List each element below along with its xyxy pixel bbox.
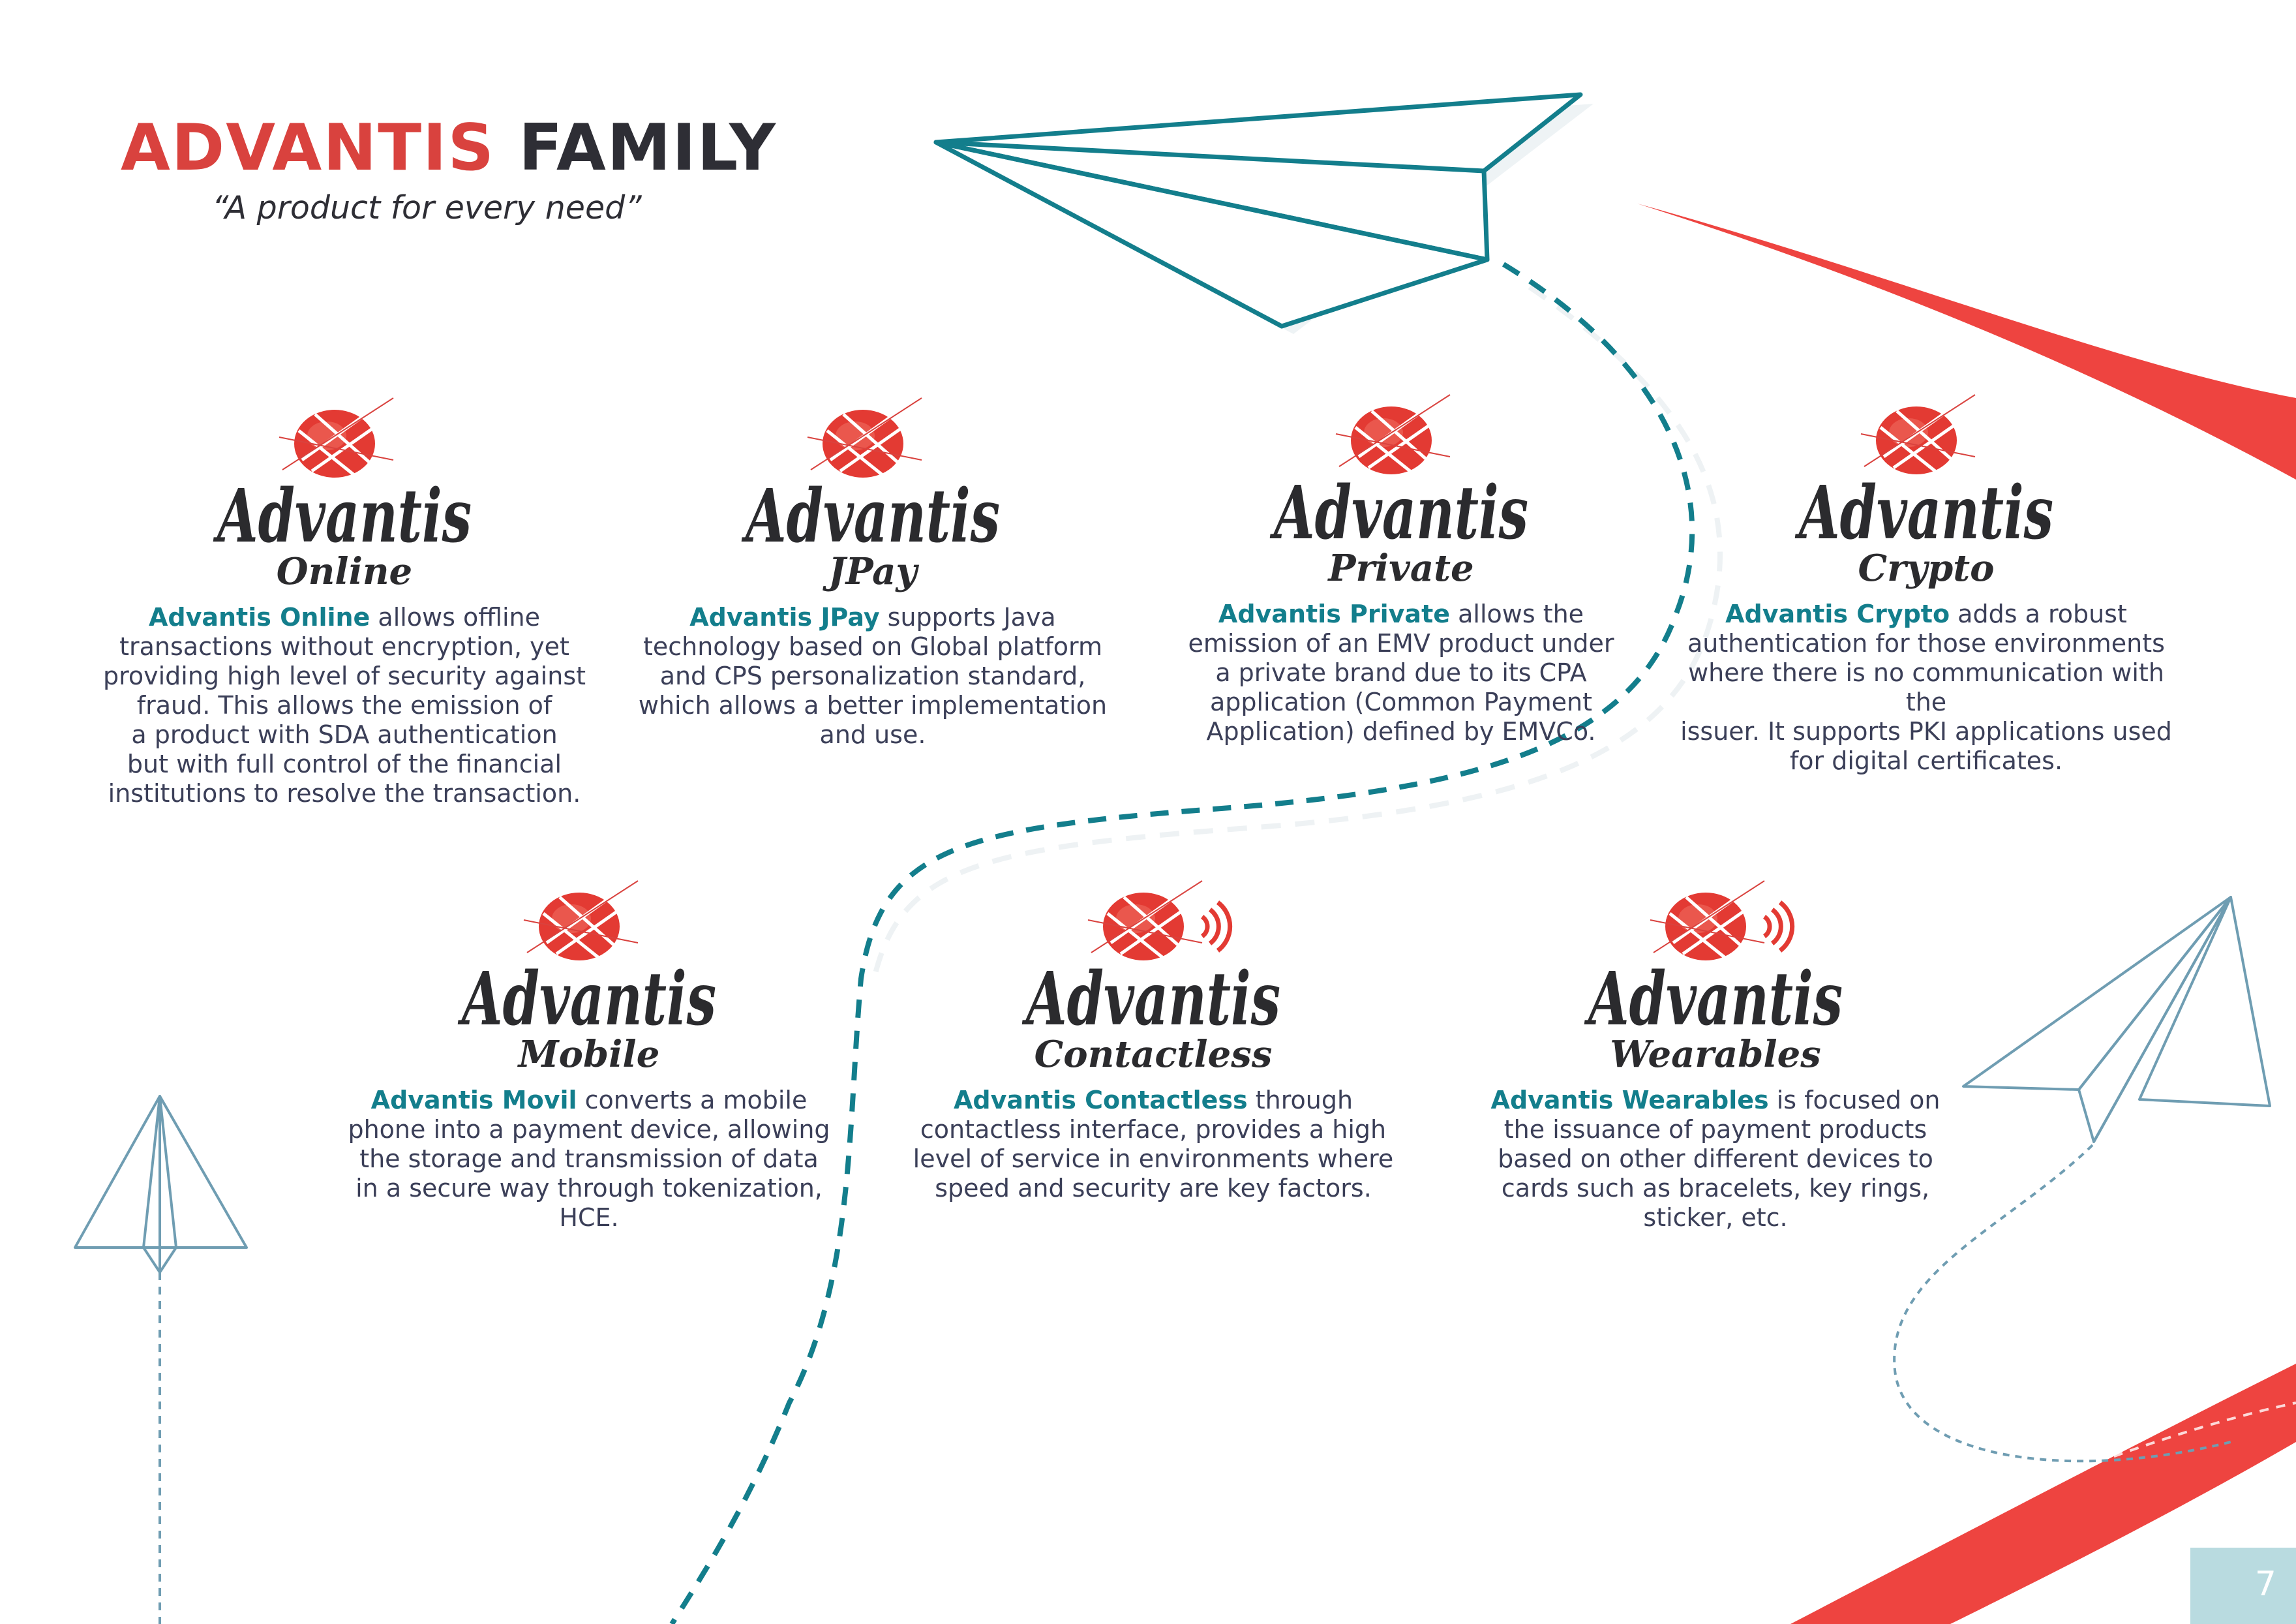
description-line: is focused on [1768, 1086, 1941, 1114]
page-subtitle: “A product for every need” [212, 189, 642, 226]
title-accent: ADVANTIS [121, 111, 496, 185]
product-description [1468, 1086, 1963, 1233]
advantis-logo [733, 398, 1013, 594]
logo-wordmark: Advantis [1269, 470, 1528, 556]
product-description [905, 1086, 1401, 1203]
product-name: Advantis Contactless [953, 1086, 1248, 1114]
description-line: the issuance of payment products [1503, 1115, 1927, 1144]
description-line: where there is no communication with the [1688, 658, 2164, 716]
product-card [905, 881, 1401, 1203]
paper-plane-large [936, 95, 1594, 334]
description-line: supports Java [879, 603, 1056, 632]
product-card [341, 881, 837, 1233]
advantis-logo [1013, 881, 1293, 1077]
description-line: technology based on Global platform [642, 632, 1103, 661]
description-line: adds a robust [1950, 600, 2127, 628]
description-line: fraud. This allows the emission of [136, 691, 552, 720]
description-line: issuer. It supports PKI applications used [1680, 717, 2172, 746]
page-title [121, 111, 777, 185]
description-line: a product with SDA authentication [131, 720, 558, 749]
description-line: but with full control of the financial [127, 750, 562, 778]
logo-subtitle: Contactless [1034, 1033, 1273, 1076]
product-description [1678, 600, 2174, 776]
description-line: HCE. [559, 1203, 619, 1232]
logo-subtitle: Mobile [518, 1033, 660, 1076]
product-name: Advantis JPay [689, 603, 880, 632]
description-line: and CPS personalization standard, [659, 662, 1086, 690]
product-description [1153, 600, 1649, 746]
advantis-logo [1261, 395, 1541, 590]
product-name: Advantis Wearables [1490, 1086, 1769, 1114]
title-rest: FAMILY [519, 111, 777, 185]
globe-icon [1336, 395, 1450, 474]
logo-subtitle: Private [1328, 547, 1474, 590]
globe-icon [524, 881, 638, 960]
paper-plane-small-left [75, 1096, 247, 1272]
product-name: Advantis Crypto [1725, 600, 1950, 628]
description-line: contactless interface, provides a high [920, 1115, 1387, 1144]
description-line: emission of an EMV product under [1188, 629, 1614, 658]
logo-subtitle: Online [276, 550, 413, 593]
globe-icon [808, 398, 922, 478]
description-line: allows offline [370, 603, 541, 632]
description-line: through [1247, 1086, 1353, 1114]
logo-subtitle: JPay [828, 550, 917, 593]
advantis-logo [204, 398, 485, 594]
logo-wordmark: Advantis [213, 474, 472, 559]
description-line: in a secure way through tokenization, [355, 1174, 823, 1203]
description-line: and use. [819, 720, 926, 749]
description-line: based on other different devices to [1498, 1144, 1933, 1173]
description-line: Application) defined by EMVCo. [1206, 717, 1596, 746]
description-line: cards such as bracelets, key rings, [1501, 1174, 1930, 1203]
contactless-icon [1202, 902, 1230, 951]
description-line: speed and security are key factors. [935, 1174, 1372, 1203]
description-line: providing high level of security against [102, 662, 586, 690]
advantis-logo [1786, 395, 2066, 590]
logo-subtitle: Wearables [1610, 1033, 1821, 1076]
globe-icon [1861, 395, 1975, 474]
logo-subtitle: Crypto [1858, 547, 1995, 590]
description-line: phone into a payment device, allowing [348, 1115, 830, 1144]
description-line: for digital certificates. [1789, 746, 2063, 775]
globe-icon [1650, 881, 1764, 960]
product-name: Advantis Online [148, 603, 370, 632]
logo-wordmark: Advantis [457, 957, 716, 1042]
description-line: transactions without encryption, yet [119, 632, 569, 661]
description-line: level of service in environments where [913, 1144, 1394, 1173]
description-line: converts a mobile [577, 1086, 808, 1114]
product-card [1678, 395, 2174, 776]
contactless-icon [1764, 902, 1792, 951]
logo-wordmark: Advantis [1794, 470, 2053, 556]
globe-icon [1088, 881, 1202, 960]
advantis-logo [449, 881, 729, 1077]
product-name: Advantis Private [1218, 600, 1451, 628]
product-name: Advantis Movil [370, 1086, 577, 1114]
description-line: which allows a better implementation [638, 691, 1108, 720]
description-line: application (Common Payment [1209, 688, 1593, 716]
logo-wordmark: Advantis [741, 474, 1000, 559]
description-line: sticker, etc. [1643, 1203, 1788, 1232]
logo-wordmark: Advantis [1584, 957, 1843, 1042]
description-line: a private brand due to its CPA [1215, 658, 1587, 687]
product-card [1153, 395, 1649, 746]
description-line: authentication for those environments [1687, 629, 2165, 658]
product-description [97, 603, 592, 808]
globe-icon [279, 398, 393, 478]
logo-wordmark: Advantis [1021, 957, 1280, 1042]
paper-plane-small-right [1963, 897, 2270, 1142]
page-number: 7 [2190, 1548, 2296, 1624]
product-description [341, 1086, 837, 1233]
description-line: institutions to resolve the transaction. [108, 779, 581, 808]
product-card [1468, 881, 1963, 1233]
description-line: the storage and transmission of data [359, 1144, 819, 1173]
product-card [625, 398, 1121, 750]
advantis-logo [1575, 881, 1856, 1077]
description-line: allows the [1450, 600, 1584, 628]
product-description [625, 603, 1121, 750]
product-card [97, 398, 592, 808]
